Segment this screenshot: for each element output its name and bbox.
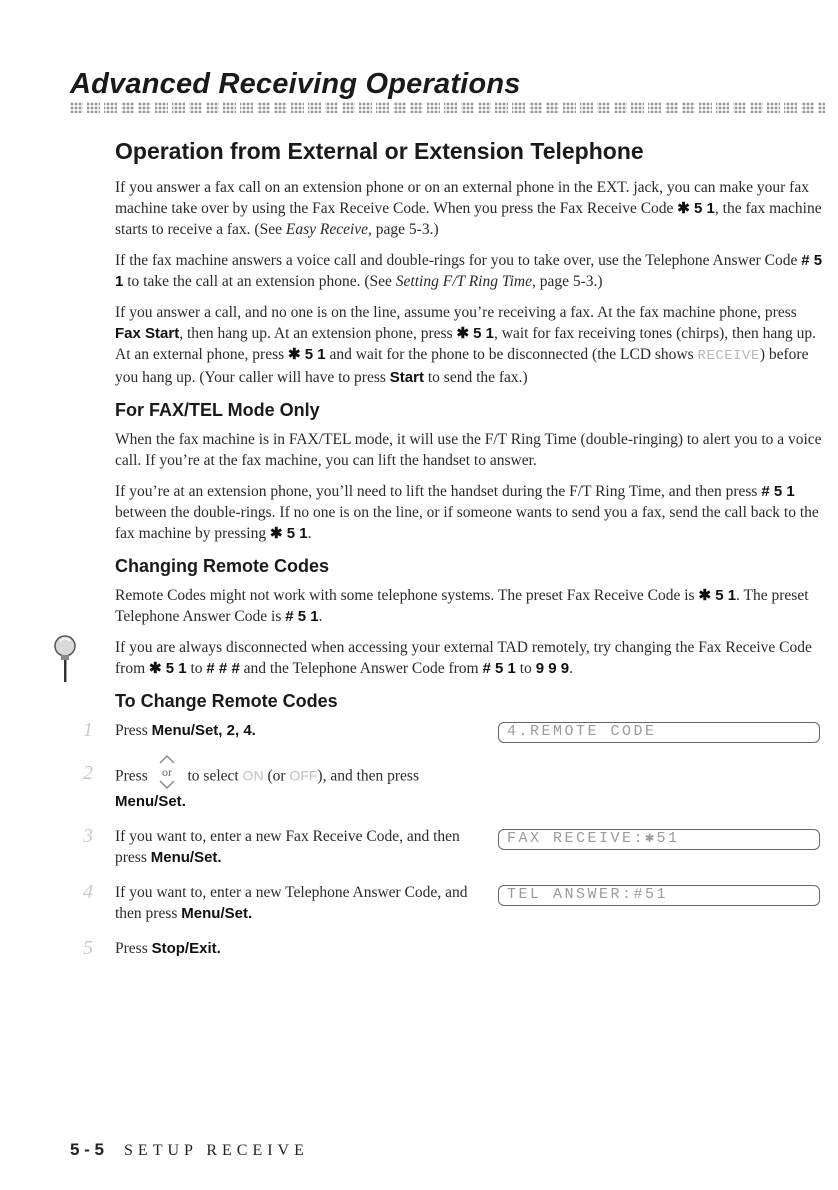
key-2: 2: [226, 722, 235, 739]
option-on: ON: [242, 767, 264, 784]
menu-set-key: Menu/Set: [151, 722, 219, 739]
paragraph-no-one-on-line: If you answer a call, and no one is on the line, assume you’re receiving a fax. At the fax machine phone, press Fax Start, then hang up. At an extension phone, press ✱ 5 1, wait for fax receiving tones (chirps), then hang up. At an external phone, press ✱ 5 1 and wait for the phone to be disconnected (the LCD shows RECEIVE) before you hang up. (Your caller will have to press Start to send the fax.): [115, 304, 816, 386]
fax-receive-code: ✱ 5 1: [456, 325, 495, 342]
step-number: 1: [83, 719, 93, 741]
page-footer: [70, 1140, 309, 1160]
telephone-answer-code: # 5 1: [115, 252, 823, 290]
step-1: 1 Press Menu/Set, 2, 4. 4.REMOTE CODE: [115, 720, 825, 741]
fax-receive-code: ✱ 5 1: [698, 587, 737, 604]
lcd-display-remote-code: 4.REMOTE CODE: [498, 722, 820, 743]
step-number: 5: [83, 937, 93, 959]
new-fax-receive-code: # # #: [206, 660, 240, 677]
lightbulb-icon: [52, 635, 78, 683]
step-number: 2: [83, 762, 93, 784]
chapter-title: Advanced Receiving Operations: [70, 68, 521, 100]
paragraph-preset-codes: Remote Codes might not work with some telephone systems. The preset Fax Receive Code is ✱ 5 1. The preset Telephone Answer Code is # 5 1.: [115, 587, 809, 625]
fax-receive-code: ✱ 5 1: [677, 200, 715, 217]
menu-set-key: Menu/Set: [150, 849, 218, 866]
fax-receive-code: ✱ 5 1: [269, 525, 308, 542]
option-off: OFF: [289, 767, 318, 784]
dotted-divider: [70, 102, 825, 113]
lcd-message-inline: RECEIVE: [697, 348, 760, 364]
lcd-display-fax-receive: FAX RECEIVE:✱51: [498, 829, 820, 850]
fax-receive-code: ✱ 5 1: [149, 660, 187, 677]
stop-exit-key: Stop/Exit: [151, 940, 217, 957]
paragraph-fax-tel-mode: When the fax machine is in FAX/TEL mode, it will use the F/T Ring Time (double-ringing) to alert you to a voice call. If you’re at the fax machine, you can lift the handset to answer.: [115, 431, 822, 469]
step-4: 4 If you want to, enter a new Telephone Answer Code, and then press Menu/Set. TEL ANSWER:#51: [115, 882, 825, 924]
section-heading-to-change-remote-codes: To Change Remote Codes: [115, 691, 338, 711]
tip-note: If you are always disconnected when accessing your external TAD remotely, try changing the Fax Receive Code from ✱ 5 1 to # # # and the Telephone Answer Code from # 5 1 to 9 9 9.: [115, 637, 825, 679]
section-heading-external-phone: Operation from External or Extension Telephone: [115, 138, 644, 164]
telephone-answer-code: # 5 1: [482, 660, 516, 677]
cross-reference: Setting F/T Ring Time: [395, 273, 533, 290]
key-4: 4: [243, 722, 252, 739]
step-2: 2 Press or to select ON (or OFF), and then press Menu/Set.: [115, 763, 825, 812]
lcd-display-tel-answer: TEL ANSWER:#51: [498, 885, 820, 906]
step-number: 4: [83, 881, 93, 903]
footer-section-title: SETUP RECEIVE: [124, 1142, 309, 1159]
page-number: 5 - 5: [70, 1140, 105, 1159]
paragraph-extension-phone: If you’re at an extension phone, you’ll need to lift the handset during the F/T Ring Time, and then press # 5 1 between the double-rings. If no one is on the line, or if someone wants to send you a fax, send the call back to the fax machine by pressing ✱ 5 1.: [115, 483, 819, 542]
step-5: 5 Press Stop/Exit.: [83, 937, 221, 959]
step-number: 3: [83, 825, 93, 847]
step-3: 3 If you want to, enter a new Fax Receive Code, and then press Menu/Set. FAX RECEIVE:✱51: [115, 826, 825, 868]
start-key: Start: [389, 369, 424, 386]
paragraph-fax-receive-code: If you answer a fax call on an extension phone or on an external phone in the EXT. jack, you can make your fax machine take over by using the Fax Receive Code. When you press the Fax Receive Code ✱ 5 1, the fax machine starts to receive a fax. (See Easy Receive, page 5-3.): [115, 179, 822, 238]
telephone-answer-code: # 5 1: [285, 608, 319, 625]
section-heading-changing-remote-codes: Changing Remote Codes: [115, 556, 330, 576]
page-content: [83, 138, 825, 959]
fax-start-key: Fax Start: [115, 325, 180, 342]
telephone-answer-code: # 5 1: [761, 483, 795, 500]
cross-reference: Easy Receive: [285, 221, 369, 238]
fax-receive-code: ✱ 5 1: [288, 346, 326, 363]
navigation-arrows-icon: [154, 753, 180, 791]
section-heading-fax-tel-mode: For FAX/TEL Mode Only: [115, 400, 320, 420]
menu-set-key: Menu/Set: [181, 905, 248, 922]
svg-text:or: or: [161, 765, 172, 779]
new-telephone-answer-code: 9 9 9: [535, 660, 570, 677]
paragraph-telephone-answer-code: If the fax machine answers a voice call and double-rings for you to take over, use the Telephone Answer Code # 5 1 to take the call at an extension phone. (See Setting F/T Ring Time, page 5-3.): [115, 252, 823, 290]
menu-set-key: Menu/Set: [115, 793, 182, 810]
